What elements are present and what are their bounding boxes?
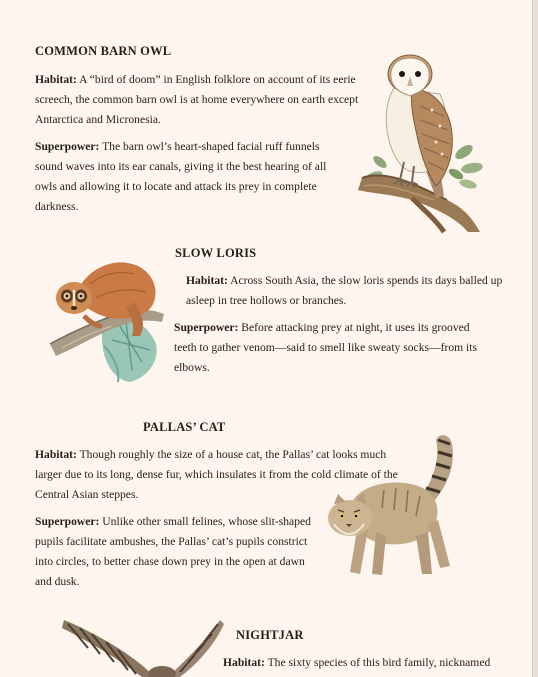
- habitat-label: Habitat:: [35, 73, 77, 86]
- section-title-nightjar: NIGHTJAR: [236, 628, 304, 642]
- cat-superpower-paragraph: [35, 512, 322, 592]
- loris-habitat-paragraph: [186, 271, 504, 311]
- section-title-owl: COMMON BARN OWL: [35, 44, 172, 58]
- nightjar-habitat-paragraph: [223, 653, 523, 673]
- habitat-label: Habitat:: [35, 448, 77, 461]
- superpower-label: Superpower:: [174, 321, 239, 334]
- section-title-cat: PALLAS’ CAT: [143, 420, 226, 434]
- superpower-label: Superpower:: [35, 515, 100, 528]
- page-edge: [532, 0, 538, 677]
- barn-owl-illustration: [352, 50, 497, 235]
- owl-superpower-text: The barn owl’s heart-shaped facial ruff funnels sound waves into its ear canals, giving it the best hearing of all owls and allowing it to locate and attack its prey in complete darkness.: [35, 140, 327, 213]
- nightjar-illustration: [58, 614, 228, 677]
- owl-habitat-text: A “bird of doom” in English folklore on account of its eerie screech, the common barn owl is at home everywhere on earth except Antarctica and Micronesia.: [35, 73, 359, 126]
- slow-loris-illustration: [46, 250, 172, 385]
- owl-superpower-paragraph: [35, 137, 340, 217]
- owl-habitat-paragraph: [35, 70, 380, 130]
- cat-habitat-text: Though roughly the size of a house cat, the Pallas’ cat looks much larger due to its long, dense fur, which insulates it from the cold climate of the Central Asian steppes.: [35, 448, 398, 501]
- loris-habitat-text: Across South Asia, the slow loris spends its days balled up asleep in tree hollows or branches.: [186, 274, 503, 307]
- habitat-label: Habitat:: [223, 656, 265, 669]
- section-title-loris: SLOW LORIS: [175, 246, 257, 260]
- nightjar-habitat-text: The sixty species of this bird family, nicknamed: [264, 656, 491, 669]
- pallas-cat-illustration: [324, 428, 470, 580]
- loris-superpower-paragraph: [174, 318, 494, 378]
- superpower-label: Superpower:: [35, 140, 100, 153]
- loris-superpower-text: Before attacking prey at night, it uses its grooved teeth to gather venom—said to smell like sweaty socks—from its elbows.: [174, 321, 477, 374]
- cat-superpower-text: Unlike other small felines, whose slit-shaped pupils facilitate ambushes, the Pallas’ cat’s pupils constrict into circles, to better chase down prey in the open at dawn and dusk.: [35, 515, 311, 588]
- habitat-label: Habitat:: [186, 274, 228, 287]
